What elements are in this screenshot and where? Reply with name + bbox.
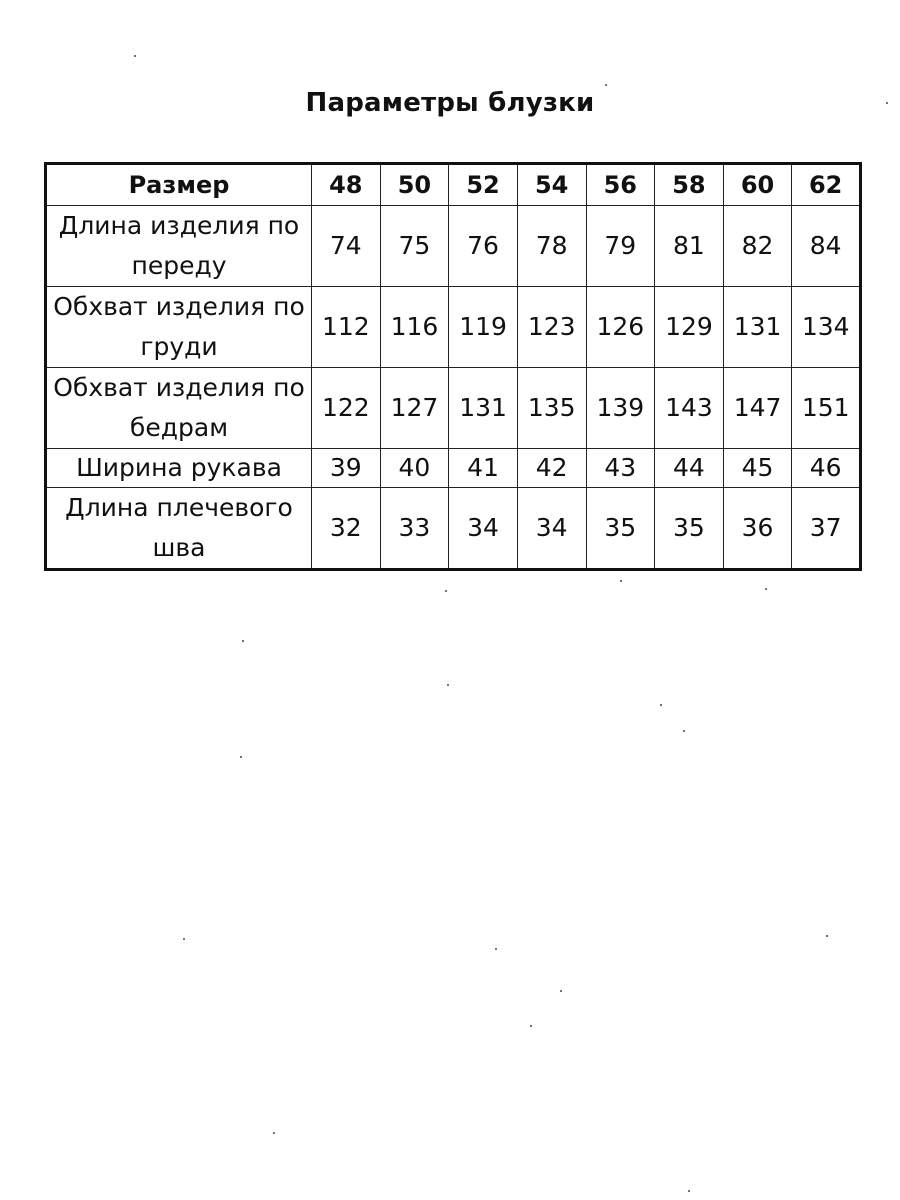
table-row (46, 287, 861, 368)
row-label: Длина изделия по переду (46, 206, 312, 287)
size-header: 50 (380, 164, 449, 206)
table-cell: 122 (312, 368, 381, 449)
table-cell: 46 (792, 449, 861, 488)
scan-speck (765, 588, 767, 590)
table-cell: 75 (380, 206, 449, 287)
table-cell: 74 (312, 206, 381, 287)
scan-speck (605, 84, 607, 86)
size-header: 58 (655, 164, 724, 206)
table-cell: 112 (312, 287, 381, 368)
scan-speck (134, 55, 136, 57)
scan-speck (688, 1190, 690, 1192)
table-cell: 116 (380, 287, 449, 368)
table-cell: 43 (586, 449, 655, 488)
table-cell: 34 (517, 488, 586, 570)
scan-speck (886, 102, 888, 104)
table-row (46, 488, 861, 570)
table-cell: 127 (380, 368, 449, 449)
table-cell: 34 (449, 488, 518, 570)
table-cell: 131 (449, 368, 518, 449)
table-cell: 36 (723, 488, 792, 570)
table-cell: 147 (723, 368, 792, 449)
table-row (46, 449, 861, 488)
table-cell: 151 (792, 368, 861, 449)
scan-speck (620, 580, 622, 582)
size-table (44, 162, 862, 571)
table-cell: 143 (655, 368, 724, 449)
table-cell: 39 (312, 449, 381, 488)
scan-speck (660, 704, 662, 706)
row-label: Ширина рукава (46, 449, 312, 488)
table-cell: 81 (655, 206, 724, 287)
table-cell: 82 (723, 206, 792, 287)
table-cell: 135 (517, 368, 586, 449)
table-cell: 126 (586, 287, 655, 368)
table-cell: 33 (380, 488, 449, 570)
scan-speck (273, 1132, 275, 1134)
table-cell: 40 (380, 449, 449, 488)
table-cell: 44 (655, 449, 724, 488)
table-cell: 35 (586, 488, 655, 570)
header-label: Размер (46, 164, 312, 206)
table-cell: 45 (723, 449, 792, 488)
scan-speck (495, 948, 497, 950)
table-cell: 78 (517, 206, 586, 287)
table-cell: 42 (517, 449, 586, 488)
table-cell: 134 (792, 287, 861, 368)
table-cell: 37 (792, 488, 861, 570)
table-row (46, 368, 861, 449)
table-cell: 41 (449, 449, 518, 488)
scan-speck (683, 730, 685, 732)
scan-speck (560, 990, 562, 992)
table-cell: 119 (449, 287, 518, 368)
scan-speck (445, 590, 447, 592)
row-label: Обхват изделия по бедрам (46, 368, 312, 449)
row-label: Обхват изделия по груди (46, 287, 312, 368)
scan-speck (826, 935, 828, 937)
table-row (46, 206, 861, 287)
scan-speck (240, 756, 242, 758)
table-cell: 79 (586, 206, 655, 287)
size-header: 62 (792, 164, 861, 206)
table-header-row (46, 164, 861, 206)
table-cell: 131 (723, 287, 792, 368)
table-cell: 32 (312, 488, 381, 570)
size-header: 54 (517, 164, 586, 206)
size-header: 60 (723, 164, 792, 206)
size-header: 56 (586, 164, 655, 206)
scan-speck (530, 1025, 532, 1027)
scan-speck (242, 640, 244, 642)
table-cell: 129 (655, 287, 724, 368)
table-cell: 123 (517, 287, 586, 368)
table-cell: 76 (449, 206, 518, 287)
table-cell: 84 (792, 206, 861, 287)
row-label: Длина плечевого шва (46, 488, 312, 570)
scan-speck (447, 684, 449, 686)
size-header: 52 (449, 164, 518, 206)
size-header: 48 (312, 164, 381, 206)
scan-speck (183, 938, 185, 940)
table-cell: 139 (586, 368, 655, 449)
table-cell: 35 (655, 488, 724, 570)
page-title: Параметры блузки (305, 88, 595, 118)
